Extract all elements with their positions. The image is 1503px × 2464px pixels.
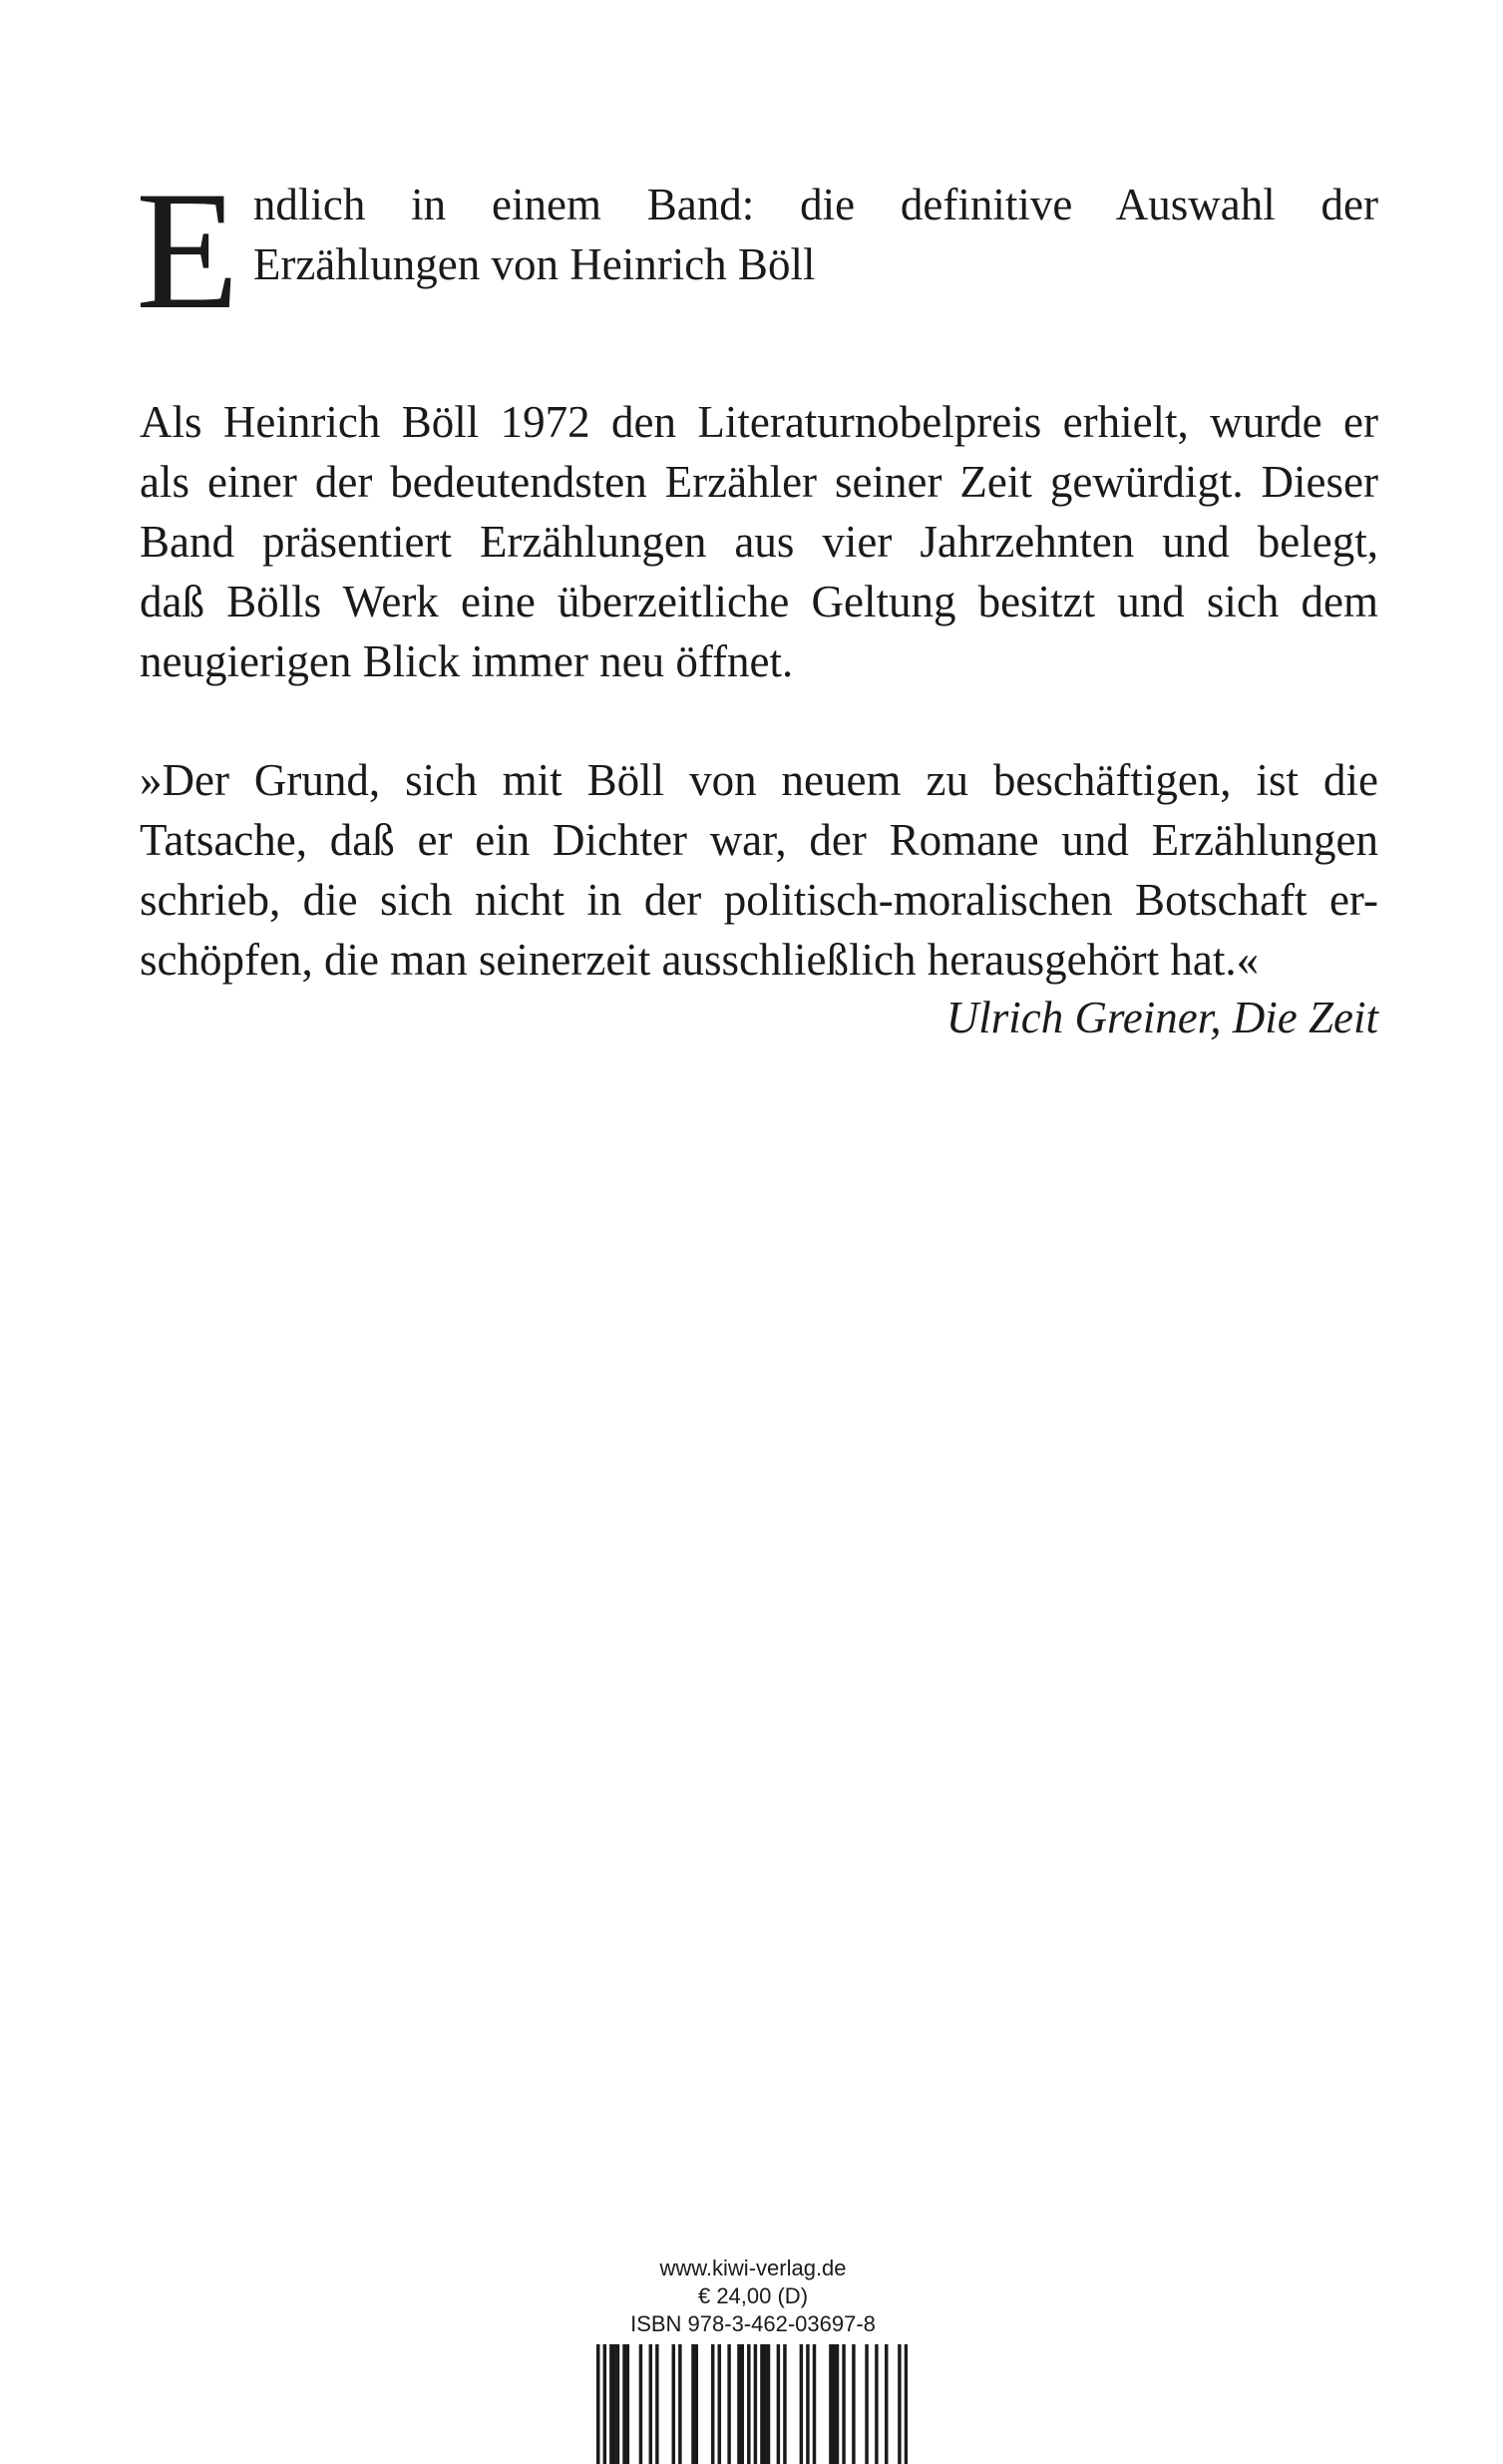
quote-line: schrieb, die sich nicht in der politisch-moralischen Botschaft er- — [140, 875, 1378, 925]
barcode-bar — [612, 2344, 615, 2464]
description-paragraph — [140, 392, 1378, 691]
barcode-bar — [741, 2344, 744, 2464]
imprint — [593, 2255, 913, 2338]
barcode-bar — [672, 2344, 675, 2464]
intro-line-2: Erzählungen von Heinrich Böll — [252, 239, 816, 289]
barcode-bar — [596, 2344, 599, 2464]
barcode-bar — [655, 2344, 658, 2464]
description-line: als einer der bedeutendsten Erzähler seiner Zeit gewürdigt. Dieser — [140, 457, 1378, 507]
review-quote — [140, 750, 1378, 990]
quote-line: schöpfen, die man seinerzeit ausschließlich herausgehört hat.« — [140, 935, 1260, 985]
barcode-bar — [829, 2344, 832, 2464]
barcode-bar — [622, 2344, 625, 2464]
quote-line: »Der Grund, sich mit Böll von neuem zu beschäftigen, ist die — [140, 755, 1378, 805]
barcode-bar — [760, 2344, 763, 2464]
barcode-bar — [842, 2344, 845, 2464]
description-line: Band präsentiert Erzählungen aus vier Jahrzehnten und belegt, — [140, 517, 1378, 567]
barcode-bar — [767, 2344, 770, 2464]
barcode-bar — [763, 2344, 766, 2464]
barcode-bar — [885, 2344, 888, 2464]
barcode-bar — [727, 2344, 730, 2464]
intro-paragraph — [136, 157, 1378, 344]
barcode-bar — [905, 2344, 908, 2464]
description-line: daß Bölls Werk eine überzeitliche Geltung besitzt und sich dem — [140, 577, 1378, 626]
barcode-bar — [695, 2344, 698, 2464]
barcode-bar — [678, 2344, 681, 2464]
barcode-bar — [711, 2344, 714, 2464]
quote-line: Tatsache, daß er ein Dichter war, der Romane und Erzählungen — [140, 815, 1378, 865]
barcode-bar — [800, 2344, 803, 2464]
barcode-icon — [596, 2344, 908, 2464]
barcode-bar — [898, 2344, 901, 2464]
barcode-bar — [875, 2344, 878, 2464]
intro-line-1: ndlich in einem Band: die definitive Auswahl der — [252, 180, 1378, 229]
description-line: Als Heinrich Böll 1972 den Literaturnobelpreis erhielt, wurde er — [140, 397, 1378, 447]
barcode-bar — [626, 2344, 629, 2464]
price: € 24,00 (D) — [697, 2283, 809, 2308]
barcode-bar — [649, 2344, 652, 2464]
barcode-bar — [691, 2344, 694, 2464]
quote-attribution: Ulrich Greiner, Die Zeit — [945, 993, 1378, 1042]
barcode-bar — [754, 2344, 757, 2464]
barcode-bar — [777, 2344, 780, 2464]
barcode-bar — [813, 2344, 816, 2464]
barcode-bar — [783, 2344, 786, 2464]
barcode-bar — [718, 2344, 721, 2464]
barcode-bar — [609, 2344, 612, 2464]
barcode-bar — [747, 2344, 750, 2464]
barcode-bar — [639, 2344, 642, 2464]
publisher-website: www.kiwi-verlag.de — [659, 2256, 847, 2280]
barcode-bar — [616, 2344, 619, 2464]
barcode-bar — [836, 2344, 839, 2464]
barcode-bar — [852, 2344, 855, 2464]
barcode-bar — [737, 2344, 740, 2464]
isbn: ISBN 978-3-462-03697-8 — [630, 2311, 876, 2336]
barcode-bar — [832, 2344, 835, 2464]
description-line: neugierigen Blick immer neu öffnet. — [140, 636, 794, 686]
barcode-bar — [603, 2344, 606, 2464]
barcode-bar — [865, 2344, 868, 2464]
drop-cap: E — [136, 157, 239, 344]
barcode-bar — [806, 2344, 809, 2464]
